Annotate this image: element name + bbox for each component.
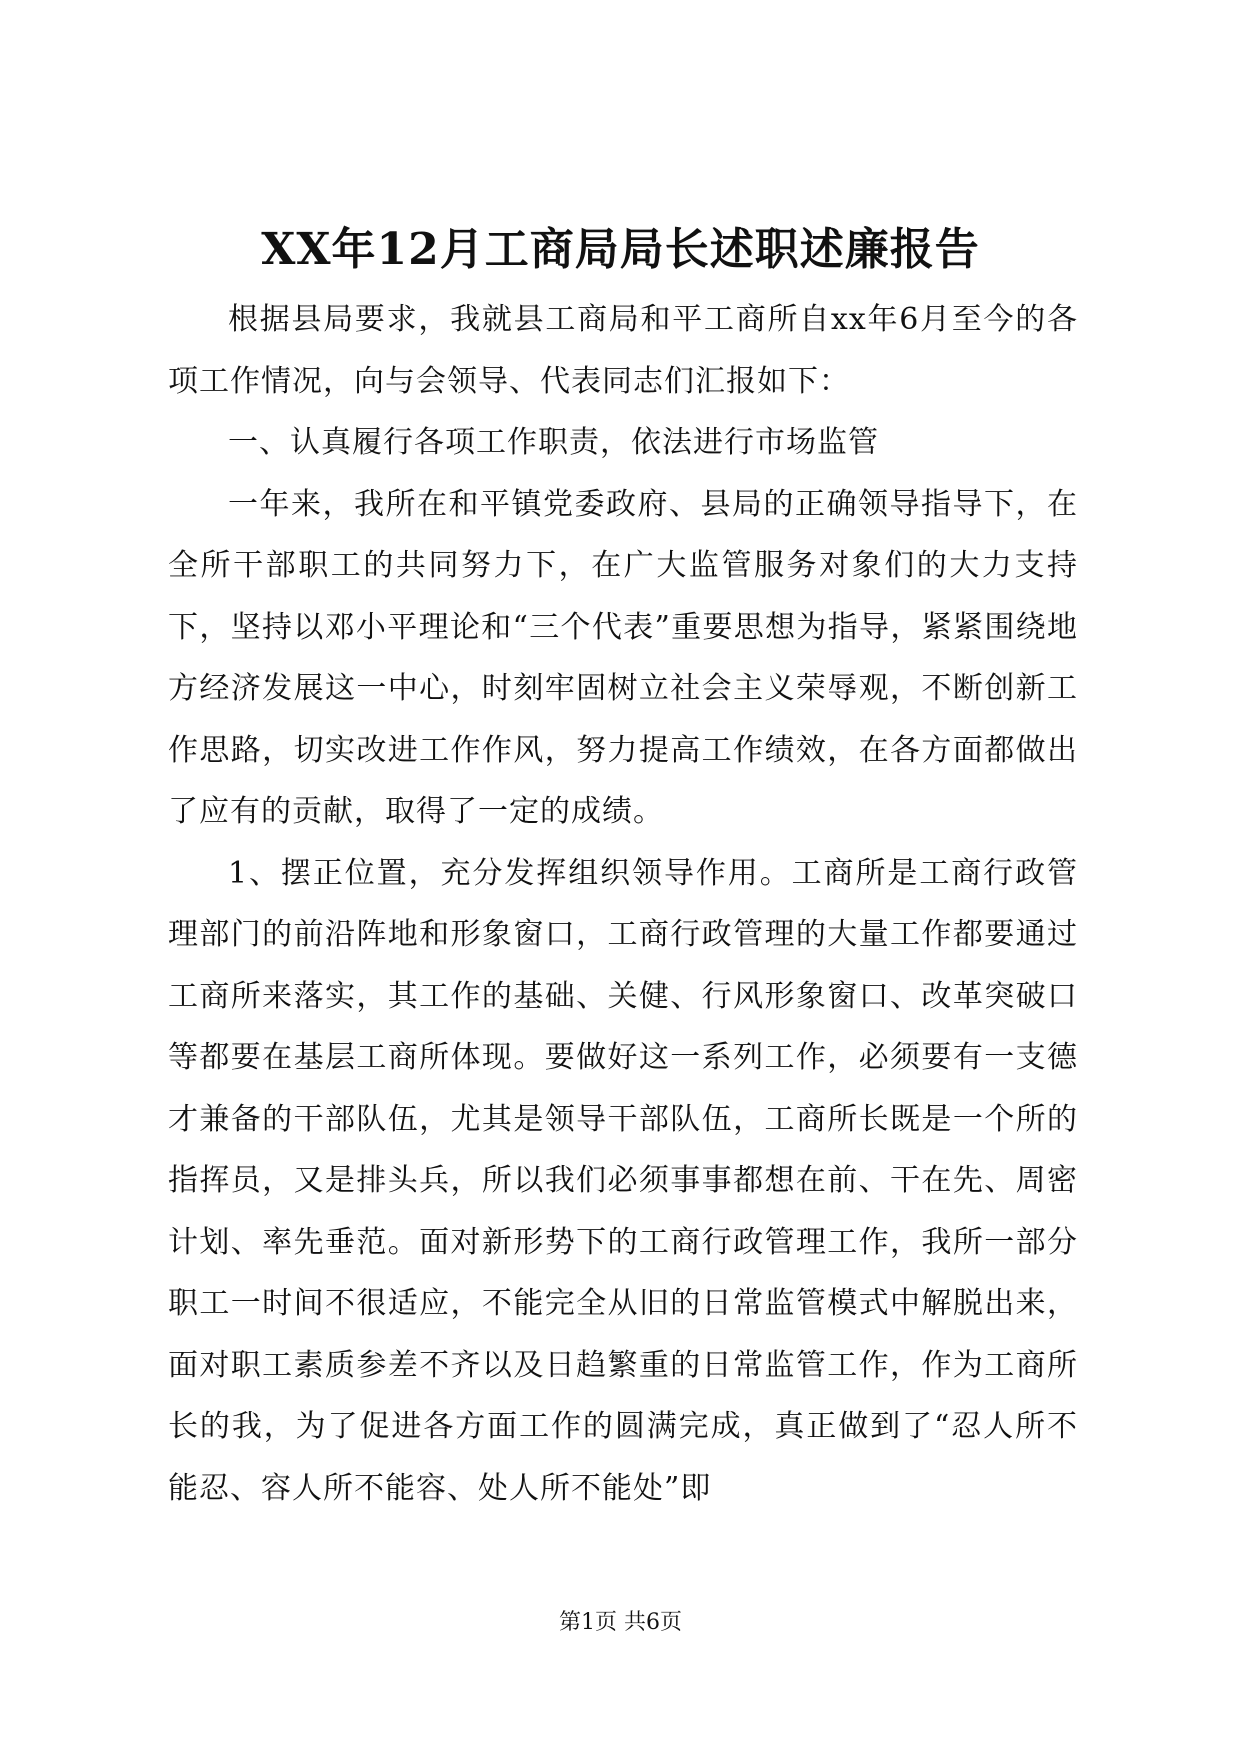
document-body	[168, 289, 1078, 1519]
document-title: XX年12月工商局局长述职述廉报告	[261, 224, 980, 275]
paragraph-intro: 根据县局要求，我就县工商局和平工商所自xx年6月至今的各项工作情况，向与会领导、代表同志们汇报如下：	[168, 302, 1078, 399]
paragraph-point-1: 1、摆正位置，充分发挥组织领导作用。工商所是工商行政管理部门的前沿阵地和形象窗口，工商行政管理的大量工作都要通过工商所来落实，其工作的基础、关健、行风形象窗口、改革突破口等都要在基层工商所体现。要做好这一系列工作，必须要有一支德才兼备的干部队伍，尤其是领导干部队伍，工商所长既是一个所的指挥员，又是排头兵，所以我们必须事事都想在前、干在先、周密计划、率先垂范。面对新形势下的工商行政管理工作，我所一部分职工一时间不很适应，不能完全从旧的日常监管模式中解脱出来，面对职工素质参差不齐以及日趋繁重的日常监管工作，作为工商所长的我，为了促进各方面工作的圆满完成，真正做到了“忍人所不能忍、容人所不能容、处人所不能处”即	[168, 855, 1078, 1506]
page-number: 第1页 共6页	[559, 1610, 682, 1635]
paragraph-summary: 一年来，我所在和平镇党委政府、县局的正确领导指导下，在全所干部职工的共同努力下，在广大监管服务对象们的大力支持下，坚持以邓小平理论和“三个代表”重要思想为指导，紧紧围绕地方经济发展这一中心，时刻牢固树立社会主义荣辱观，不断创新工作思路，切实改进工作作风，努力提高工作绩效，在各方面都做出了应有的贡献，取得了一定的成绩。	[168, 486, 1078, 829]
section-heading: 一、认真履行各项工作职责，依法进行市场监管	[228, 425, 879, 460]
